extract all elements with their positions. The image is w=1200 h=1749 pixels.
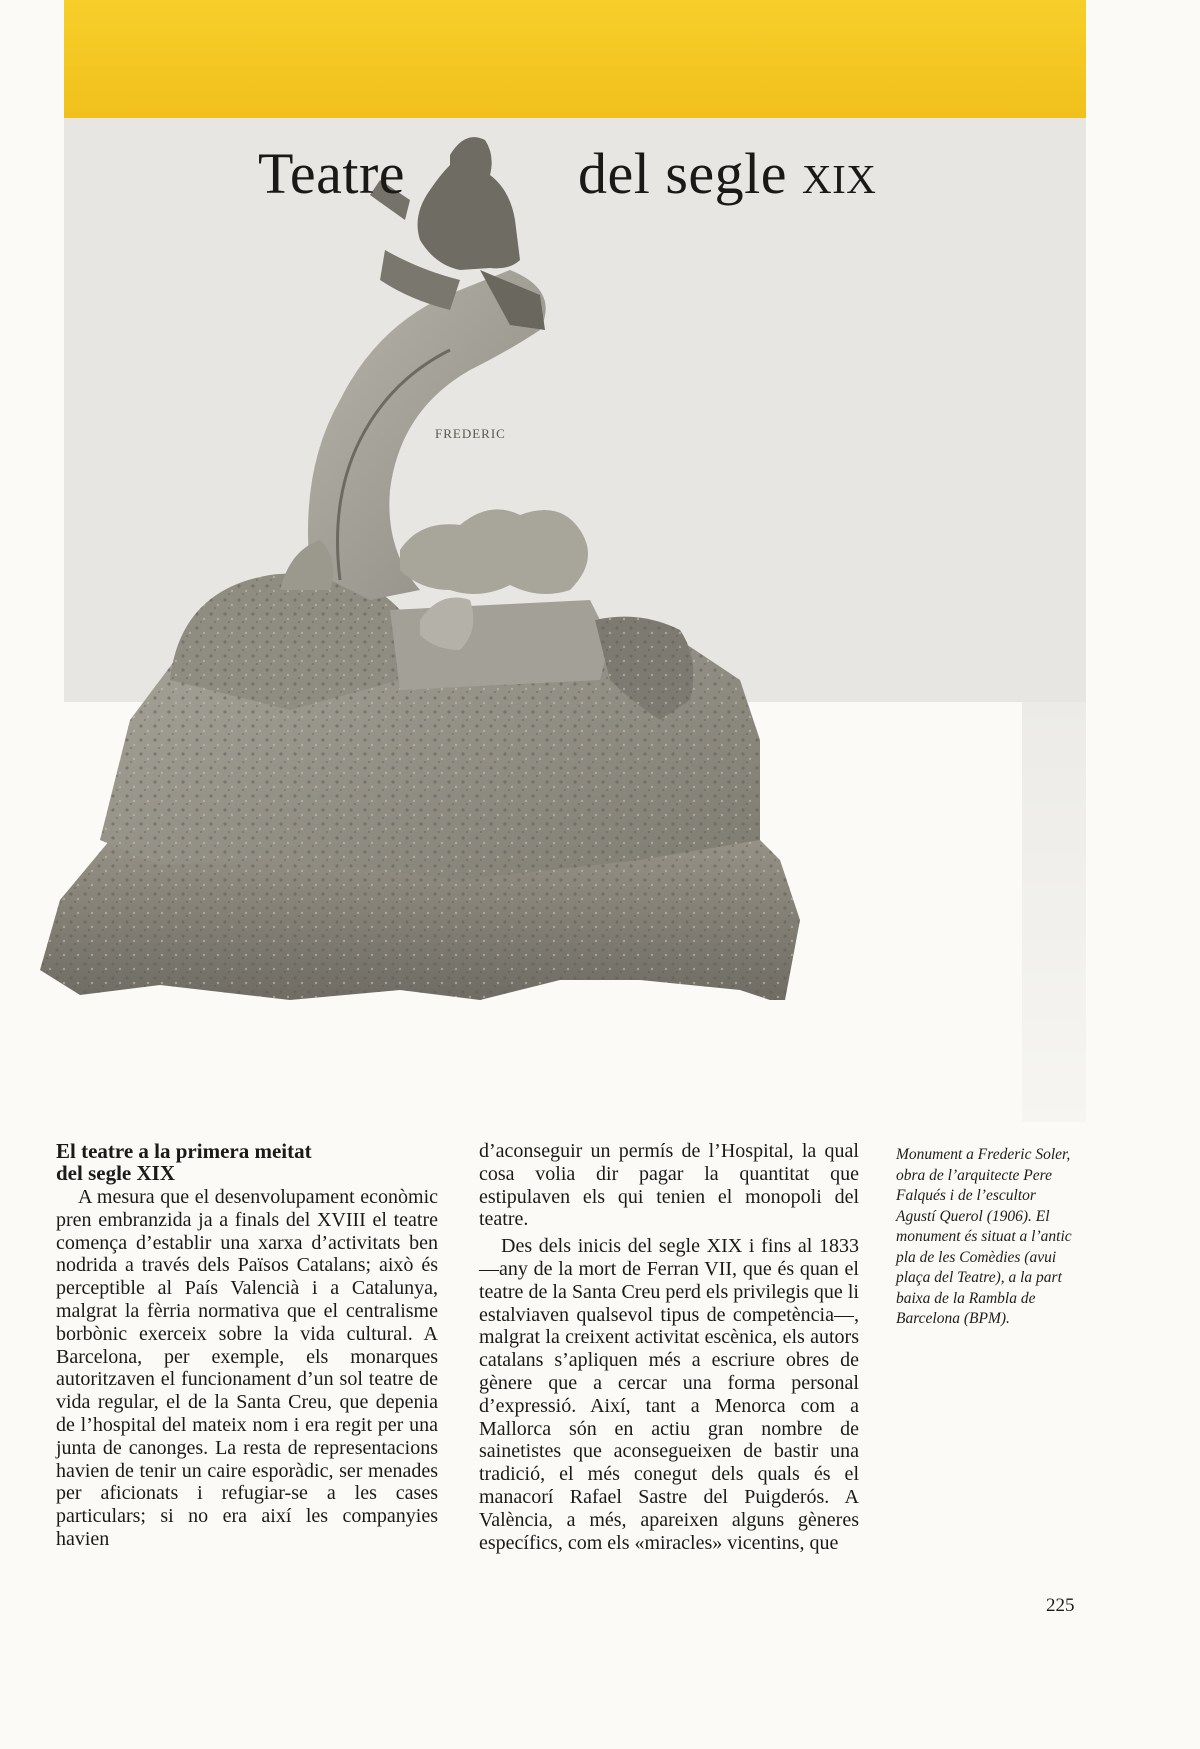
title-segle-roman: xix	[802, 141, 877, 206]
monument-inscription: FREDERIC	[435, 426, 506, 441]
section-heading	[56, 1140, 438, 1184]
article-column-1	[56, 1140, 438, 1551]
show-through-text	[984, 268, 1079, 648]
photo-caption: Monument a Frederic Soler, obra de l’arquitecte Pere Falqués i de l’escultor Agustí Querol (1906). El monument és situat a l’antic pla de les Comèdies (avui plaça del Teatre), a la part baixa de la Rambla de Barcelona (BPM).	[896, 1146, 1072, 1327]
photo-margin-strip	[1022, 702, 1086, 1122]
title-segle	[578, 140, 876, 207]
header-color-band	[64, 0, 1086, 118]
page-number: 225	[1046, 1595, 1075, 1616]
article-column-2	[479, 1140, 859, 1554]
article-paragraph: A mesura que el desenvolupament econòmic pren embranzida ja a finals del XVIII el teatre comença d’establir una xarxa d’activitats ben nodrida a través dels Països Catalans; això és perceptible al País Valencià i a Catalunya, malgrat la fèrria normativa que el centralisme borbònic exerceix sobre la vida cultural. A Barcelona, per exemple, els monarques autoritzaven el funcionament d’un sol teatre de vida regular, el de la Santa Creu, que depenia de l’hospital del mateix nom i era regit per una junta de canonges. La resta de representacions havien de tenir un caire esporàdic, ser menades per aficionats i refugiar-se a les cases particulars; si no era així les companyies havien	[56, 1186, 438, 1550]
article-paragraph: d’aconseguir un permís de l’Hospital, la qual cosa volia dir pagar la quantitat que estipulaven els qui tenien el monopoli del teatre.	[479, 1140, 859, 1231]
monument-photo	[40, 120, 890, 1130]
section-heading-line1: El teatre a la primera meitat	[56, 1139, 312, 1163]
section-heading-line2: del segle XIX	[56, 1161, 175, 1185]
article-paragraph: Des dels inicis del segle XIX i fins al 1833 —any de la mort de Ferran VII, que és quan el teatre de la Santa Creu perd els privilegis que li estalviaven qualsevol tipus de competència—, malgrat la creixent activitat escènica, els autors catalans s’apliquen més a escriure obres de gènere que a cercar una forma personal d’expressió. Així, tant a Menorca com a Mallorca són en actiu gran nombre de sainetistes que aconsegueixen de bastir una tradició, el més conegut dels quals és el manacorí Rafael Sastre del Puigderós. A València, a més, apareixen alguns gèneres específics, com els «miracles» vicentins, que	[479, 1235, 859, 1554]
title-word-teatre: Teatre	[258, 141, 406, 206]
title-segle-prefix: del segle	[578, 141, 803, 206]
